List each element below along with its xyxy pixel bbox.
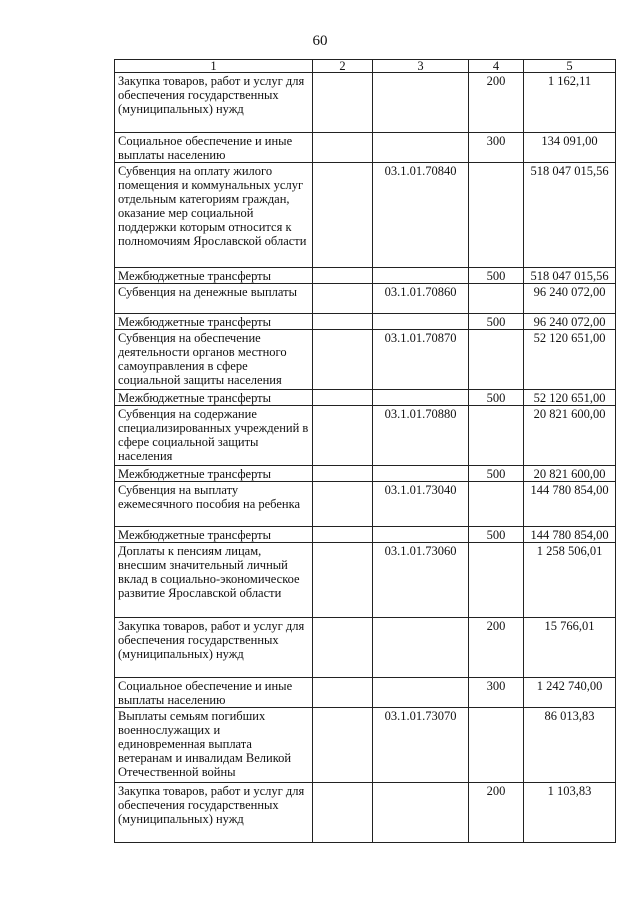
row-col2-cell bbox=[313, 678, 373, 708]
row-amount-cell: 134 091,00 bbox=[524, 133, 616, 163]
row-col2-cell bbox=[313, 543, 373, 618]
table-row bbox=[115, 783, 616, 843]
row-name-cell: Закупка товаров, работ и услуг для обеспечения государственных (муниципальных) нужд bbox=[115, 618, 313, 678]
row-col2-cell bbox=[313, 390, 373, 406]
row-amount-cell: 1 162,11 bbox=[524, 73, 616, 133]
row-code-cell bbox=[373, 527, 469, 543]
column-header: 5 bbox=[524, 60, 616, 73]
row-code-cell bbox=[373, 466, 469, 482]
row-code-cell: 03.1.01.73060 bbox=[373, 543, 469, 618]
row-col2-cell bbox=[313, 314, 373, 330]
table-row bbox=[115, 314, 616, 330]
row-col2-cell bbox=[313, 163, 373, 268]
row-amount-cell: 96 240 072,00 bbox=[524, 284, 616, 314]
budget-table bbox=[114, 59, 616, 843]
row-type-cell bbox=[469, 163, 524, 268]
row-col2-cell bbox=[313, 708, 373, 783]
row-amount-cell: 20 821 600,00 bbox=[524, 466, 616, 482]
row-type-cell bbox=[469, 543, 524, 618]
row-code-cell bbox=[373, 390, 469, 406]
row-name-cell: Субвенция на содержание специализированных учреждений в сфере социальной защиты населения bbox=[115, 406, 313, 466]
row-amount-cell: 1 242 740,00 bbox=[524, 678, 616, 708]
column-header: 2 bbox=[313, 60, 373, 73]
row-amount-cell: 52 120 651,00 bbox=[524, 390, 616, 406]
table-row bbox=[115, 284, 616, 314]
row-code-cell bbox=[373, 783, 469, 843]
row-code-cell bbox=[373, 133, 469, 163]
row-amount-cell: 86 013,83 bbox=[524, 708, 616, 783]
row-type-cell: 500 bbox=[469, 466, 524, 482]
row-type-cell bbox=[469, 406, 524, 466]
row-type-cell: 300 bbox=[469, 133, 524, 163]
row-name-cell: Субвенция на выплату ежемесячного пособия на ребенка bbox=[115, 482, 313, 527]
table-row bbox=[115, 708, 616, 783]
row-type-cell bbox=[469, 708, 524, 783]
row-type-cell: 500 bbox=[469, 527, 524, 543]
row-type-cell bbox=[469, 284, 524, 314]
row-type-cell: 200 bbox=[469, 73, 524, 133]
row-code-cell bbox=[373, 618, 469, 678]
row-col2-cell bbox=[313, 330, 373, 390]
row-col2-cell bbox=[313, 73, 373, 133]
row-amount-cell: 52 120 651,00 bbox=[524, 330, 616, 390]
row-name-cell: Межбюджетные трансферты bbox=[115, 527, 313, 543]
row-col2-cell bbox=[313, 406, 373, 466]
row-col2-cell bbox=[313, 527, 373, 543]
row-code-cell: 03.1.01.70860 bbox=[373, 284, 469, 314]
row-col2-cell bbox=[313, 482, 373, 527]
table-row bbox=[115, 527, 616, 543]
table-row bbox=[115, 618, 616, 678]
table-row bbox=[115, 163, 616, 268]
row-code-cell: 03.1.01.70880 bbox=[373, 406, 469, 466]
row-amount-cell: 15 766,01 bbox=[524, 618, 616, 678]
table-row bbox=[115, 466, 616, 482]
row-code-cell bbox=[373, 678, 469, 708]
row-type-cell bbox=[469, 330, 524, 390]
row-amount-cell: 518 047 015,56 bbox=[524, 268, 616, 284]
row-type-cell: 300 bbox=[469, 678, 524, 708]
row-amount-cell: 1 103,83 bbox=[524, 783, 616, 843]
column-header: 4 bbox=[469, 60, 524, 73]
row-name-cell: Выплаты семьям погибших военнослужащих и единовременная выплата ветеранам и инвалидам Великой Отечественной войны bbox=[115, 708, 313, 783]
row-amount-cell: 144 780 854,00 bbox=[524, 482, 616, 527]
row-type-cell bbox=[469, 482, 524, 527]
row-name-cell: Субвенция на оплату жилого помещения и коммунальных услуг отдельным категориям граждан, оказание мер социальной поддержки которым относится к полномочиям Ярославской области bbox=[115, 163, 313, 268]
row-amount-cell: 20 821 600,00 bbox=[524, 406, 616, 466]
table-row bbox=[115, 678, 616, 708]
row-amount-cell: 144 780 854,00 bbox=[524, 527, 616, 543]
row-col2-cell bbox=[313, 268, 373, 284]
row-name-cell: Субвенция на обеспечение деятельности органов местного самоуправления в сфере социальной защиты населения bbox=[115, 330, 313, 390]
table-row bbox=[115, 133, 616, 163]
row-type-cell: 500 bbox=[469, 390, 524, 406]
row-type-cell: 500 bbox=[469, 314, 524, 330]
row-col2-cell bbox=[313, 133, 373, 163]
row-amount-cell: 518 047 015,56 bbox=[524, 163, 616, 268]
row-type-cell: 200 bbox=[469, 783, 524, 843]
table-row bbox=[115, 406, 616, 466]
row-code-cell bbox=[373, 268, 469, 284]
table-row bbox=[115, 73, 616, 133]
table-row bbox=[115, 268, 616, 284]
column-number-row bbox=[115, 60, 616, 73]
table-row bbox=[115, 330, 616, 390]
row-name-cell: Субвенция на денежные выплаты bbox=[115, 284, 313, 314]
row-code-cell: 03.1.01.70840 bbox=[373, 163, 469, 268]
row-col2-cell bbox=[313, 618, 373, 678]
row-col2-cell bbox=[313, 466, 373, 482]
table-row bbox=[115, 543, 616, 618]
row-amount-cell: 96 240 072,00 bbox=[524, 314, 616, 330]
row-name-cell: Межбюджетные трансферты bbox=[115, 268, 313, 284]
row-type-cell: 500 bbox=[469, 268, 524, 284]
row-name-cell: Социальное обеспечение и иные выплаты населению bbox=[115, 133, 313, 163]
column-header: 1 bbox=[115, 60, 313, 73]
row-name-cell: Доплаты к пенсиям лицам, внесшим значительный личный вклад в социально-экономическое развитие Ярославской области bbox=[115, 543, 313, 618]
row-name-cell: Межбюджетные трансферты bbox=[115, 466, 313, 482]
row-name-cell: Закупка товаров, работ и услуг для обеспечения государственных (муниципальных) нужд bbox=[115, 73, 313, 133]
row-name-cell: Социальное обеспечение и иные выплаты населению bbox=[115, 678, 313, 708]
row-code-cell: 03.1.01.70870 bbox=[373, 330, 469, 390]
row-code-cell: 03.1.01.73070 bbox=[373, 708, 469, 783]
row-col2-cell bbox=[313, 783, 373, 843]
table-body bbox=[115, 73, 616, 843]
row-name-cell: Межбюджетные трансферты bbox=[115, 314, 313, 330]
row-col2-cell bbox=[313, 284, 373, 314]
row-code-cell bbox=[373, 73, 469, 133]
row-name-cell: Закупка товаров, работ и услуг для обеспечения государственных (муниципальных) нужд bbox=[115, 783, 313, 843]
table-row bbox=[115, 390, 616, 406]
row-amount-cell: 1 258 506,01 bbox=[524, 543, 616, 618]
table-row bbox=[115, 482, 616, 527]
column-header: 3 bbox=[373, 60, 469, 73]
page-number: 60 bbox=[312, 33, 328, 49]
row-type-cell: 200 bbox=[469, 618, 524, 678]
row-code-cell: 03.1.01.73040 bbox=[373, 482, 469, 527]
row-name-cell: Межбюджетные трансферты bbox=[115, 390, 313, 406]
row-code-cell bbox=[373, 314, 469, 330]
